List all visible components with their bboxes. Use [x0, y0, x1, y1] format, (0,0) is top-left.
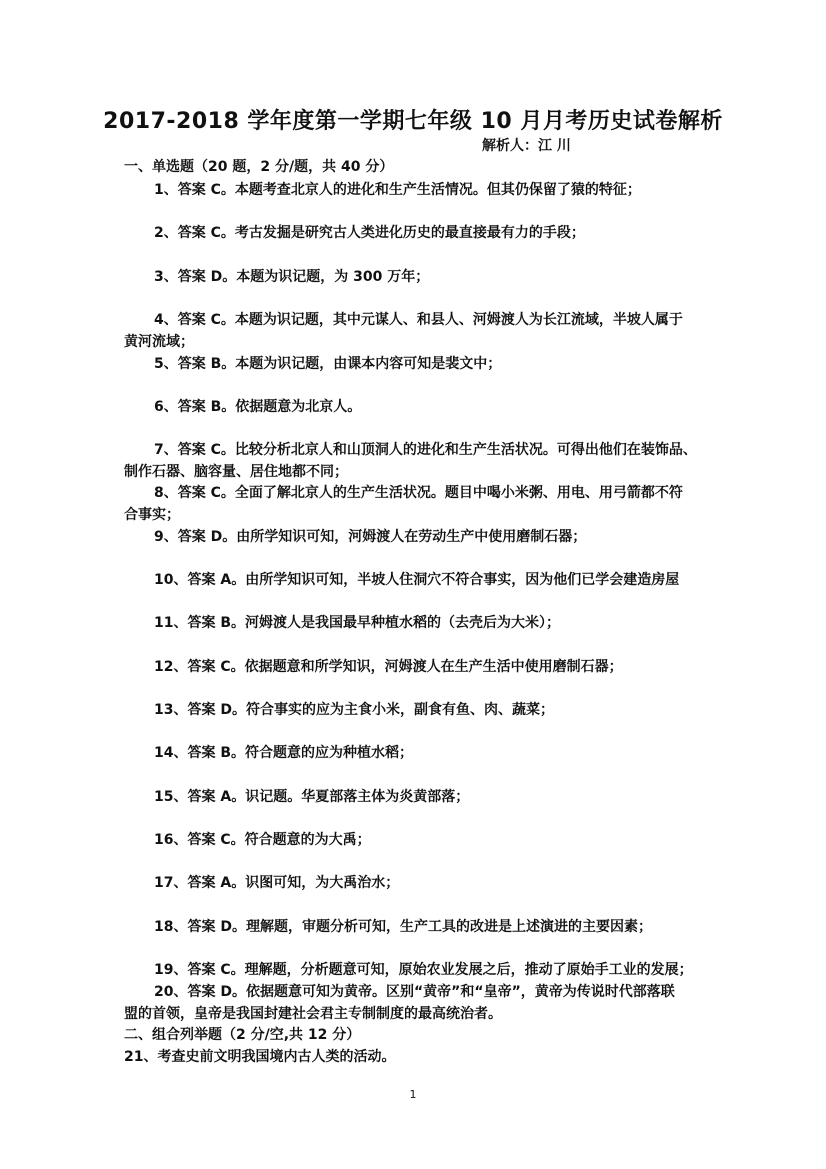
answer-20-cont: 盟的首领，皇帝是我国封建社会君主专制制度的最高统治者。	[124, 1006, 502, 1022]
question-21: 21、考查史前文明我国境内古人类的活动。	[124, 1049, 396, 1065]
answer-13: 13、答案 D。符合事实的应为主食小米，副食有鱼、肉、蔬菜；	[154, 702, 554, 718]
answer-8-cont: 合事实；	[124, 507, 180, 523]
answer-7-cont: 制作石器、脑容量、居住地都不同；	[124, 464, 348, 480]
answer-4: 4、答案 C。本题为识记题，其中元谋人、和县人、河姆渡人为长江流域，半坡人属于	[154, 312, 683, 328]
section-heading-2: 二、组合列举题（2 分/空,共 12 分）	[124, 1027, 361, 1043]
author-line: 解析人：江 川	[482, 138, 571, 154]
answer-2: 2、答案 C。考古发掘是研究古人类进化历史的最直接最有力的手段；	[154, 225, 585, 241]
answer-1: 1、答案 C。本题考查北京人的进化和生产生活情况。但其仍保留了猿的特征；	[154, 182, 641, 198]
answer-16: 16、答案 C。符合题意的为大禹；	[154, 832, 371, 848]
answer-8: 8、答案 C。全面了解北京人的生产生活状况。题目中喝小米粥、用电、用弓箭都不符	[154, 485, 683, 501]
answer-20: 20、答案 D。依据题意可知为黄帝。区别“黄帝”和“皇帝”，黄帝为传说时代部落联	[154, 984, 675, 1000]
answer-17: 17、答案 A。识图可知，为大禹治水；	[154, 875, 400, 891]
answer-5: 5、答案 B。本题为识记题，由课本内容可知是裴文中；	[154, 356, 502, 372]
answer-6: 6、答案 B。依据题意为北京人。	[154, 399, 362, 415]
answer-14: 14、答案 B。符合题意的应为种植水稻；	[154, 745, 414, 761]
answer-11: 11、答案 B。河姆渡人是我国最早种植水稻的（去壳后为大米）；	[154, 615, 561, 631]
page-number: 1	[409, 1088, 417, 1101]
page-title: 2017-2018 学年度第一学期七年级 10 月月考历史试卷解析	[103, 109, 723, 134]
answer-12: 12、答案 C。依据题意和所学知识，河姆渡人在生产生活中使用磨制石器；	[154, 659, 623, 675]
answer-10: 10、答案 A。由所学知识可知，半坡人住洞穴不符合事实，因为他们已学会建造房屋	[154, 572, 680, 588]
answer-18: 18、答案 D。理解题，审题分析可知，生产工具的改进是上述演进的主要因素；	[154, 919, 652, 935]
answer-15: 15、答案 A。识记题。华夏部落主体为炎黄部落；	[154, 789, 470, 805]
answer-9: 9、答案 D。由所学知识可知，河姆渡人在劳动生产中使用磨制石器；	[154, 529, 587, 545]
section-heading-1: 一、单选题（20 题，2 分/题，共 40 分）	[124, 159, 394, 175]
answer-19: 19、答案 C。理解题，分析题意可知，原始农业发展之后，推动了原始手工业的发展；	[154, 962, 693, 978]
answer-4-cont: 黄河流域；	[124, 334, 194, 350]
answer-3: 3、答案 D。本题为识记题，为 300 万年；	[154, 269, 430, 285]
answer-7: 7、答案 C。比较分析北京人和山顶洞人的进化和生产生活状况。可得出他们在装饰品、	[154, 442, 697, 458]
